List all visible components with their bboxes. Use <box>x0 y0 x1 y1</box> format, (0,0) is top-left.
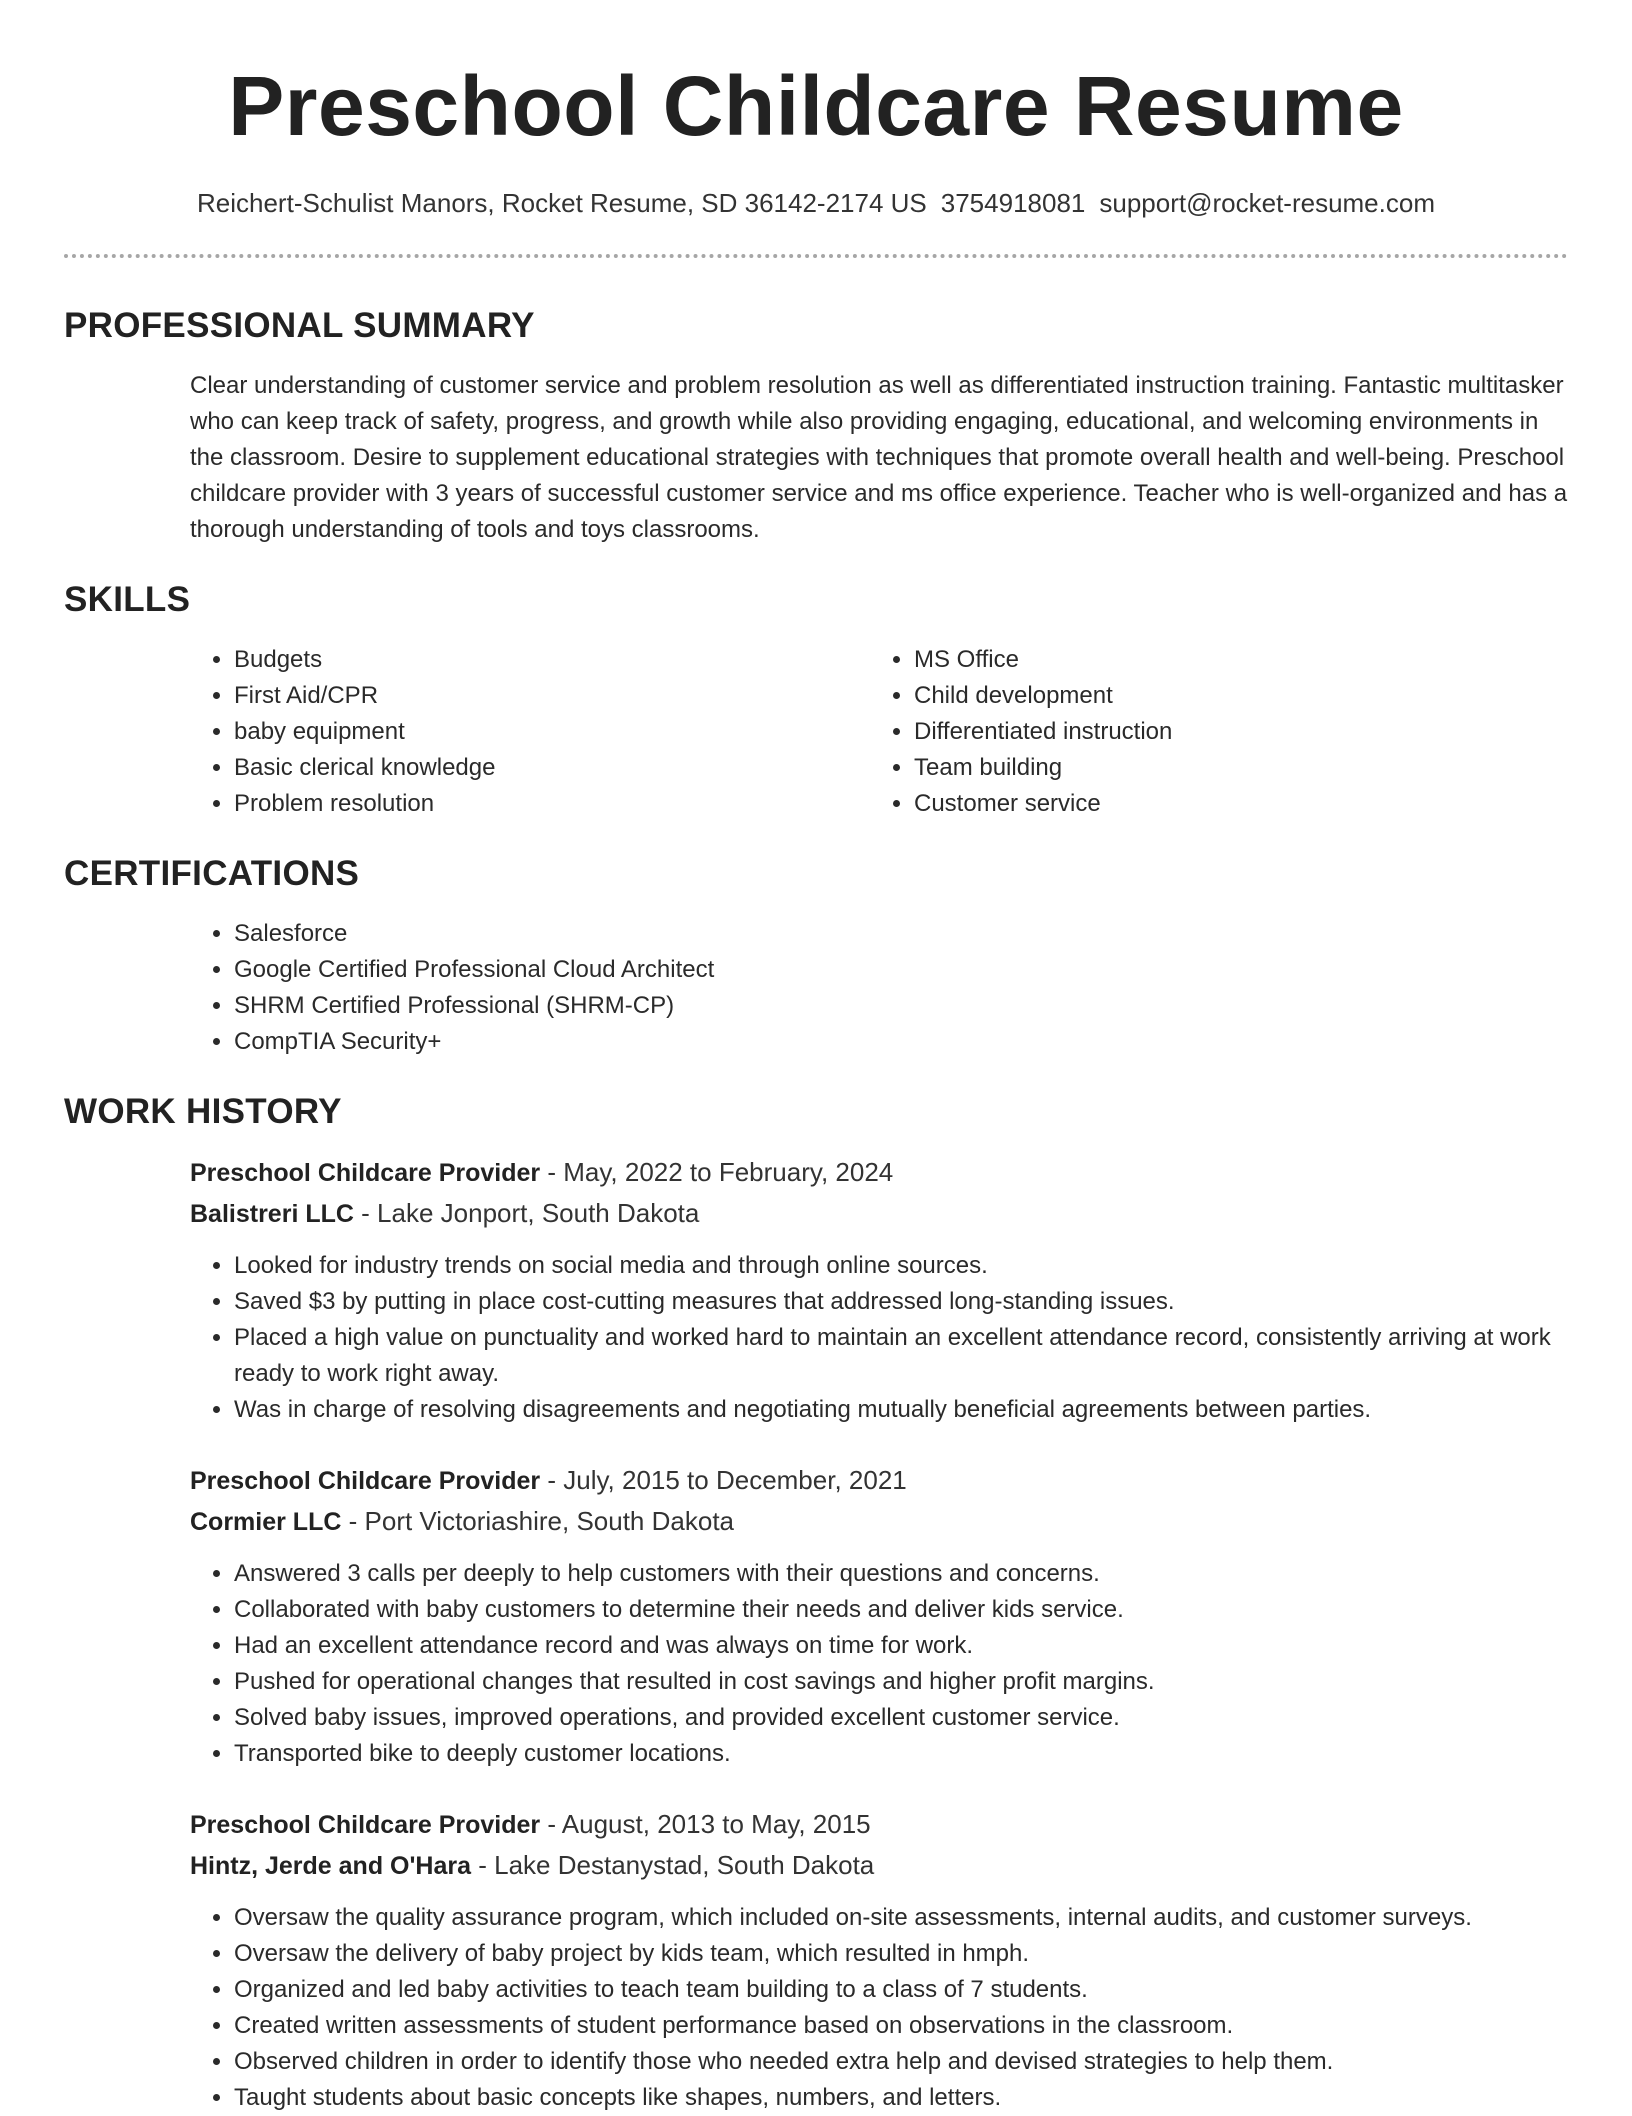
job-duty: • Created written assessments of student performance based on observations in the classroom. <box>234 2008 1568 2044</box>
certifications-section <box>64 852 1568 1060</box>
skill-item: • Child development <box>914 678 1550 714</box>
certifications-body <box>190 916 1568 1060</box>
job-dates: - July, 2015 to December, 2021 <box>540 1465 907 1495</box>
job-duty: • Organized and led baby activities to teach team building to a class of 7 students. <box>234 1972 1568 2008</box>
resume-title: Preschool Childcare Resume <box>228 59 1404 153</box>
skill-item: • First Aid/CPR <box>234 678 870 714</box>
job-location: - Lake Destanystad, South Dakota <box>471 1850 875 1880</box>
summary-text: Clear understanding of customer service and problem resolution as well as differentiated instruction training. Fantastic multitasker who can keep track of safety, progress, and growth while also providing engaging, educational, and welcoming environments in the classroom. Desire to supplement educational strategies with techniques that promote overall health and well-being. Preschool childcare provider with 3 years of successful customer service and ms office experience. Teacher who is well-organized and has a thorough understanding of tools and toys classrooms. <box>190 372 1568 543</box>
contact-line <box>64 186 1568 220</box>
job-entry <box>190 1152 1568 1428</box>
job-duty: • Solved baby issues, improved operations, and provided excellent customer service. <box>234 1700 1568 1736</box>
resume-header <box>64 0 1568 258</box>
job-duties-list <box>190 1900 1568 2116</box>
address: Reichert-Schulist Manors, Rocket Resume, SD 36142-2174 US <box>197 188 927 218</box>
skills-section <box>64 578 1568 822</box>
header-divider <box>64 254 1568 258</box>
skills-column-left <box>190 642 870 822</box>
job-title-line <box>190 1804 1568 1845</box>
job-duty: • Placed a high value on punctuality and worked hard to maintain an excellent attendance record, consistently arriving at work ready to work right away. <box>234 1320 1568 1392</box>
skills-list-left <box>190 642 870 822</box>
certifications-list <box>190 916 1568 1060</box>
skills-body <box>190 642 1568 822</box>
job-company: Balistreri LLC <box>190 1200 354 1228</box>
job-duty: • Pushed for operational changes that resulted in cost savings and higher profit margins. <box>234 1664 1568 1700</box>
job-role: Preschool Childcare Provider <box>190 1811 541 1839</box>
skills-list-right <box>870 642 1550 822</box>
skills-column-right <box>870 642 1550 822</box>
skill-item: • Budgets <box>234 642 870 678</box>
job-duties-list <box>190 1248 1568 1428</box>
job-duty: • Oversaw the delivery of baby project by kids team, which resulted in hmph. <box>234 1936 1568 1972</box>
job-company-line <box>190 1501 1568 1542</box>
job-duty: • Collaborated with baby customers to determine their needs and deliver kids service. <box>234 1592 1568 1628</box>
job-company: Hintz, Jerde and O'Hara <box>190 1852 472 1880</box>
phone: 3754918081 <box>940 188 1086 218</box>
skill-item: • Customer service <box>914 786 1550 822</box>
job-role: Preschool Childcare Provider <box>190 1159 541 1187</box>
certification-item: • SHRM Certified Professional (SHRM-CP) <box>234 988 1568 1024</box>
job-company-line <box>190 1845 1568 1886</box>
job-dates: - May, 2022 to February, 2024 <box>540 1157 894 1187</box>
job-entry <box>190 1460 1568 1772</box>
job-entry <box>190 1804 1568 2116</box>
job-company: Cormier LLC <box>190 1508 342 1536</box>
skill-item: • baby equipment <box>234 714 870 750</box>
certifications-heading: CERTIFICATIONS <box>64 854 360 893</box>
job-company-line <box>190 1193 1568 1234</box>
job-duty: • Had an excellent attendance record and was always on time for work. <box>234 1628 1568 1664</box>
job-title-line <box>190 1152 1568 1193</box>
job-duty: • Oversaw the quality assurance program, which included on-site assessments, internal audits, and customer surveys. <box>234 1900 1568 1936</box>
job-duties-list <box>190 1556 1568 1772</box>
skill-item: • Differentiated instruction <box>914 714 1550 750</box>
job-duty: • Saved $3 by putting in place cost-cutting measures that addressed long-standing issues. <box>234 1284 1568 1320</box>
job-duty: • Observed children in order to identify those who needed extra help and devised strategies to help them. <box>234 2044 1568 2080</box>
job-duty: • Transported bike to deeply customer locations. <box>234 1736 1568 1772</box>
skill-item: • Team building <box>914 750 1550 786</box>
work-history-section <box>64 1090 1568 2116</box>
job-duty: • Looked for industry trends on social media and through online sources. <box>234 1248 1568 1284</box>
email: support@rocket-resume.com <box>1099 188 1435 218</box>
job-location: - Port Victoriashire, South Dakota <box>341 1506 734 1536</box>
job-title-line <box>190 1460 1568 1501</box>
skill-item: • Problem resolution <box>234 786 870 822</box>
summary-section <box>64 304 1568 548</box>
job-duty: • Was in charge of resolving disagreements and negotiating mutually beneficial agreements between parties. <box>234 1392 1568 1428</box>
certification-item: • Salesforce <box>234 916 1568 952</box>
job-location: - Lake Jonport, South Dakota <box>353 1198 700 1228</box>
job-duty: • Taught students about basic concepts like shapes, numbers, and letters. <box>234 2080 1568 2116</box>
skills-heading: SKILLS <box>64 580 191 619</box>
summary-body <box>190 368 1568 548</box>
certification-item: • CompTIA Security+ <box>234 1024 1568 1060</box>
skills-columns <box>190 642 1568 822</box>
summary-heading: PROFESSIONAL SUMMARY <box>64 306 535 345</box>
skill-item: • Basic clerical knowledge <box>234 750 870 786</box>
skill-item: • MS Office <box>914 642 1550 678</box>
certification-item: • Google Certified Professional Cloud Architect <box>234 952 1568 988</box>
job-duty: • Answered 3 calls per deeply to help customers with their questions and concerns. <box>234 1556 1568 1592</box>
job-dates: - August, 2013 to May, 2015 <box>540 1809 871 1839</box>
work-history-heading: WORK HISTORY <box>64 1092 342 1131</box>
job-role: Preschool Childcare Provider <box>190 1467 541 1495</box>
